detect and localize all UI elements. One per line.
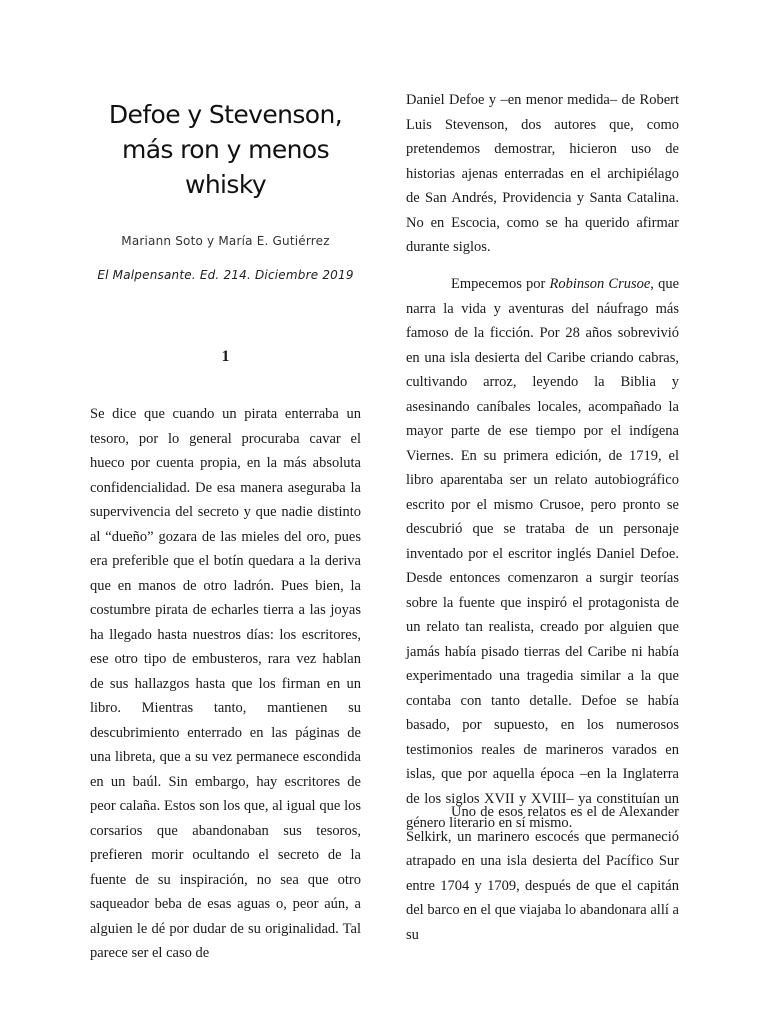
book-title-robinson-crusoe: Robinson Crusoe: [549, 276, 651, 292]
publication-source: El Malpensante. Ed. 214. Diciembre 2019: [97, 268, 354, 282]
right-paragraph-3: Uno de esos relatos es el de Alexander Selkirk, un marinero escocés que permaneció atrapado en una isla desierta del Pacífico Sur entre 1704 y 1709, después de que el capitán del barco en el que viajaba lo abandonara allí a su: [406, 804, 679, 943]
left-paragraph-1: Se dice que cuando un pirata enterraba un tesoro, por lo general procuraba cavar el hueco por cuenta propia, en la más absoluta confidencialidad. De esa manera aseguraba la supervivencia del secreto y que nadie distinto al “dueño” gozara de las mieles del oro, pues era preferible que el botín quedara a la deriva que en manos de otro ladrón. Pues bien, la costumbre pirata de echarles tierra a las joyas ha llegado hasta nuestros días: los escritores, ese otro tipo de embusteros, rara vez hablan de sus hallazgos hasta que los firman en un libro. Mientras tanto, mantienen su descubrimiento enterrado en las páginas de una libreta, que a su vez permanece escondida en un baúl. Sin embargo, hay escritores de peor calaña. Estos son los que, al igual que los corsarios que abandonaban sus tesoros, prefieren morir ocultando el secreto de la fuente de su inspiración, no sea que otro saqueador beba de esas aguas o, peor aún, a alguien le dé por dudar de su originalidad. Tal parece ser el caso de: [90, 406, 361, 961]
paragraph-2-intro: Empecemos por: [451, 276, 550, 292]
article-authors: Mariann Soto y María E. Gutiérrez: [121, 234, 330, 248]
right-paragraph-2: [406, 272, 679, 836]
right-paragraph-1: Daniel Defoe y –en menor medida– de Robert Luis Stevenson, dos autores que, como pretendemos demostrar, hicieron uso de historias ajenas enterradas en el archipiélago de San Andrés, Providencia y Santa Catalina. No en Escocia, como se ha querido afirmar durante siglos.: [406, 92, 679, 255]
section-number: 1: [221, 348, 230, 365]
paragraph-2-rest: , que narra la vida y aventuras del náufrago más famoso de la ficción. Por 28 años sobrevivió en una isla desierta del Caribe criando cabras, cultivando arroz, leyendo la Biblia y asesinando caníbales locales, acompañado la mayor parte de ese tiempo por el indígena Viernes. En su primera edición, de 1719, el libro aparentaba ser un relato autobiográfico escrito por el mismo Crusoe, pero pronto se descubrió que se trataba de un personaje inventado por el escritor inglés Daniel Defoe. Desde entonces comenzaron a surgir teorías sobre la fuente que inspiró el protagonista de un relato tan realista, creado por alguien que jamás había pisado tierras del Caribe ni había experimentado una tragedia similar a la que contaba con tanto detalle. Defoe se había basado, por supuesto, en los numerosos testimonios reales de marineros varados en islas, que por aquella época –en la Inglaterra de los siglos XVII y XVIII– ya constituían un género literario en sí mismo.: [406, 276, 679, 831]
article-title: Defoe y Stevenson, más ron y menos whisky: [108, 100, 343, 199]
